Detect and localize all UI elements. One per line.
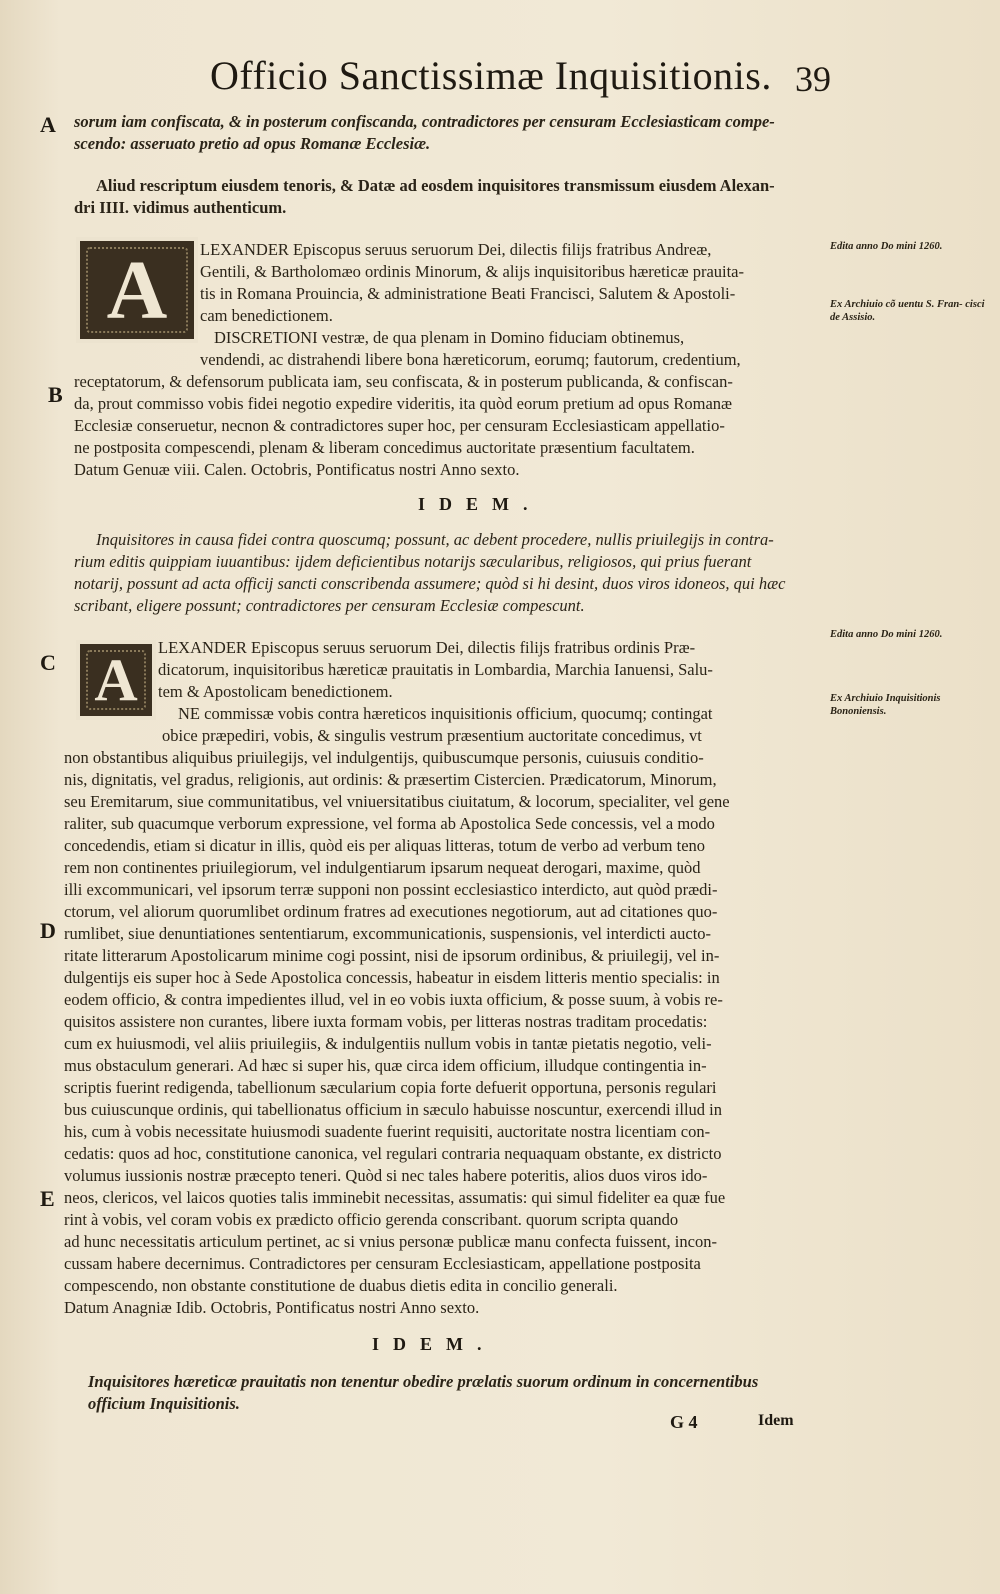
text-line: scendo: asseruato pretio ad opus Romanæ Ecclesiæ.	[74, 134, 431, 153]
text-line: Datum Genuæ viii. Calen. Octobris, Pontificatus nostri Anno sexto.	[74, 460, 520, 479]
text-line: NE commissæ vobis contra hæreticos inquisitionis officium, quocumq; contingat	[178, 704, 713, 723]
text-line: dri IIII. vidimus authenticum.	[74, 198, 287, 217]
text-line: tem & Apostolicam benedictionem.	[158, 682, 393, 701]
text-line: bus cuiuscunque ordinis, qui tabellionatus officium in sæculo habuisse noscuntur, exercendi illud in	[64, 1100, 723, 1119]
margin-letter-d: D	[40, 918, 56, 943]
side-note-edita-2: Edita anno Do mini 1260.	[830, 629, 943, 640]
text-line: LEXANDER Episcopus seruus seruorum Dei, dilectis filijs fratribus ordinis Præ-	[158, 638, 696, 657]
text-line: receptatorum, & defensorum publicata iam, seu confiscata, & in posterum publicanda, & confiscan-	[74, 372, 733, 391]
text-line: illi excommunicari, vel ipsorum terræ supponi non possint ecclesiastico interdicto, aut quòd prædi-	[64, 880, 718, 899]
text-line: Ecclesiæ conseruetur, necnon & contradictores super hoc, per censuram Ecclesiasticam appellatio-	[74, 416, 725, 435]
text-line: cedatis: quos ad hoc, constitutione canonica, vel regulari contraria nequaquam obstante, ex districto	[64, 1144, 722, 1163]
section-heading-idem: IDEM.	[372, 1334, 496, 1354]
text-line: ctorum, vel aliorum quorumlibet ordinum fratres ad executiones negotiorum, aut ad citationes quo-	[64, 902, 718, 921]
text-line: Inquisitores hæreticæ prauitatis non tenentur obedire prælatis suorum ordinum in concernentibus	[88, 1372, 759, 1391]
text-line: cum ex huiusmodi, vel aliis priuilegiis, & indulgentiis nullum vobis in tantæ pietatis negotio, veli-	[64, 1034, 712, 1053]
text-line: Inquisitores in causa fidei contra quoscumq; possunt, ac debent procedere, nullis priuilegijs in contra-	[96, 530, 774, 549]
catchword: Idem	[758, 1412, 794, 1429]
text-line: cam benedictionem.	[200, 306, 333, 325]
side-note-edita-1: Edita anno Do mini 1260.	[830, 241, 943, 252]
text-line: da, prout commisso vobis fidei negotio expedire videritis, ita quòd eorum pretium ad opus Romanæ	[74, 394, 733, 413]
text-line: Gentili, & Bartholomæo ordinis Minorum, & alijs inquisitoribus hæreticæ prauita-	[200, 262, 745, 281]
text-line: neos, clericos, vel laicos quoties talis imminebit necessitas, assumatis: qui simul fideliter ea quæ fue	[64, 1188, 726, 1207]
text-line: volumus iussionis nostræ præcepto teneri. Quòd si nec tales habere poteritis, alios duos viros ido-	[64, 1166, 708, 1185]
text-line: ad hunc necessitatis articulum pertinet, ac si vnius personæ publicæ manu confecta fuissent, incon-	[64, 1232, 717, 1251]
text-line: notarij, possunt ad acta officij sancti conscribenda assumere; quòd si hi desint, duos viros idoneos, qui hæc	[74, 574, 786, 593]
signature-mark: G 4	[670, 1412, 698, 1432]
text-line: vendendi, ac distrahendi libere bona hæreticorum, eorumq; fautorum, credentium,	[200, 350, 741, 369]
text-line: concedendis, etiam si dicatur in illis, quòd eis per aliquas litteras, totum de verbo ad verbum teno	[64, 836, 706, 855]
margin-letter-e: E	[40, 1186, 55, 1211]
text-line: raliter, sub quacumque verborum expressione, vel forma ab Apostolica Sede concessis, vel a modo	[64, 814, 715, 833]
text-line: sorum iam confiscata, & in posterum confiscanda, contradictores per censuram Ecclesiasticam compe-	[74, 112, 775, 131]
side-note-archiuio-1: Ex Archiuio cõ uentu S. Fran- cisci de Assisio.	[830, 299, 985, 323]
text-line: compescendo, non obstante constitutione de duabus dietis edita in concilio generali.	[64, 1276, 618, 1295]
section-heading-idem: IDEM.	[418, 494, 542, 514]
text-line: ritate litterarum Apostolicarum minime cogi possint, nisi de ipsorum ordinibus, & priuilegij, vel in-	[64, 946, 720, 965]
text-line: obice præpediri, vobis, & singulis vestrum præsentium auctoritate concedimus, vt	[162, 726, 702, 745]
decorated-initial: A	[76, 237, 198, 343]
text-line: rumlibet, siue denuntiationes sententiarum, excommunicationis, suspensionis, vel interdicti aucto-	[64, 924, 712, 943]
page-number: 39	[795, 59, 831, 99]
text-line: scribant, eligere possunt; contradictores per censuram Ecclesiæ compescunt.	[74, 596, 585, 615]
text-line: rium editis quippiam iuuantibus: ijdem deficientibus notarijs sæcularibus, religiosos, qui prius fuerant	[74, 552, 752, 571]
text-line: LEXANDER Episcopus seruus seruorum Dei, dilectis filijs fratribus Andreæ,	[200, 240, 712, 259]
decorated-initial: A	[76, 640, 156, 720]
text-line: seu Eremitarum, siue communitatibus, vel vniuersitatibus ciuitatum, & locorum, specialiter, vel gene	[64, 792, 730, 811]
side-note-archiuio-2: Ex Archiuio Inquisitionis Bononiensis.	[830, 693, 941, 717]
margin-letter-a: A	[40, 112, 56, 137]
text-line: dulgentijs eis super hoc à Sede Apostolica concessis, habeatur in eisdem litteris mentio specialis: in	[64, 968, 720, 987]
text-line: eodem officio, & contra impedientes illud, vel in eo vobis iuxta officium, & posse suum, à vobis re-	[64, 990, 723, 1009]
text-line: scriptis fuerint redigenda, tabellionum sæcularium copia forte defuerit opportuna, personis regulari	[64, 1078, 717, 1097]
text-line: rem non continentes priuilegiorum, vel indulgentiarum ipsarum nequeat derogari, maxime, quòd	[64, 858, 701, 877]
text-line: mus obstaculum generari. Ad hæc si super his, quæ circa idem officium, illudque contingentia in-	[64, 1056, 707, 1075]
page-title: Officio Sanctissimæ Inquisitionis.	[210, 53, 772, 98]
text-line: officium Inquisitionis.	[88, 1394, 240, 1413]
text-line: Datum Anagniæ Idib. Octobris, Pontificatus nostri Anno sexto.	[64, 1298, 480, 1317]
text-line: nis, dignitatis, vel gradus, religionis, aut ordinis: & præsertim Cistercien. Prædicatorum, Minorum,	[64, 770, 717, 789]
margin-letter-b: B	[48, 382, 63, 407]
text-line: cussam habere decernimus. Contradictores per censuram Ecclesiasticam, appellatione postposita	[64, 1254, 701, 1273]
text-line: quisitos assistere non curantes, libere iuxta formam vobis, per litteras nostras traditam procedatis:	[64, 1012, 708, 1031]
text-line: ne postposita compescendi, plenam & liberam concedimus auctoritate præsentium facultatem.	[74, 438, 695, 457]
text-line: tis in Romana Prouincia, & administratione Beati Francisci, Salutem & Apostoli-	[200, 284, 736, 303]
text-line: Aliud rescriptum eiusdem tenoris, & Datæ ad eosdem inquisitores transmissum eiusdem Alexan-	[96, 176, 775, 195]
margin-letter-c: C	[40, 650, 56, 675]
text-line: non obstantibus aliquibus priuilegijs, vel indulgentijs, quibuscumque personis, cuiusuis conditio-	[64, 748, 704, 767]
text-line: dicatorum, inquisitoribus hæreticæ prauitatis in Lombardia, Marchia Ianuensi, Salu-	[158, 660, 713, 679]
text-line: DISCRETIONI vestræ, de qua plenam in Domino fiduciam obtinemus,	[214, 328, 685, 347]
text-line: rint à vobis, vel coram vobis ex prædicto officio gerenda conscribant. quorum scripta quando	[64, 1210, 679, 1229]
text-line: his, cum à vobis necessitate huiusmodi suadente fuerint requisiti, auctoritate nostra licentiam con-	[64, 1122, 711, 1141]
